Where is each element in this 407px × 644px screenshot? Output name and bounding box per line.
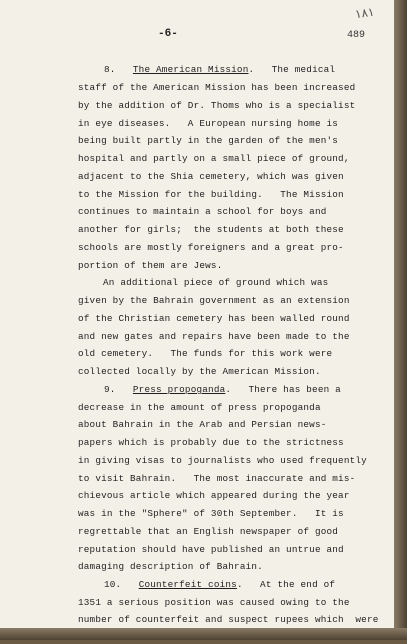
text-line bbox=[78, 490, 350, 502]
text-line bbox=[78, 331, 350, 343]
text-line bbox=[78, 419, 327, 431]
text-run: papers which is probably due to the strictness bbox=[78, 437, 344, 448]
text-run: collected locally by the American Mission. bbox=[78, 366, 321, 377]
text-run: number of counterfeit and suspect rupees which were bbox=[78, 614, 379, 625]
section-heading: Press propoganda bbox=[132, 384, 226, 395]
section-heading: The American Mission bbox=[132, 64, 249, 75]
text-line bbox=[78, 189, 344, 201]
text-line bbox=[78, 153, 350, 165]
text-line bbox=[103, 277, 328, 289]
text-line bbox=[78, 295, 350, 307]
section-heading: Counterfeit coins bbox=[138, 579, 237, 590]
text-line bbox=[78, 614, 379, 626]
text-run: staff of the American Mission has been increased bbox=[78, 82, 356, 93]
text-run: being built partly in the garden of the men's bbox=[78, 135, 339, 146]
text-run: of the Christian cemetery has been walled round bbox=[78, 313, 350, 324]
page-number: -6- bbox=[158, 28, 178, 40]
text-run: old cemetery. The funds for this work were bbox=[78, 348, 333, 359]
text-line bbox=[78, 242, 344, 254]
text-line bbox=[78, 437, 344, 449]
text-run: continues to maintain a school for boys and bbox=[78, 206, 327, 217]
text-line bbox=[78, 455, 367, 467]
scan-edge-bottom bbox=[0, 628, 407, 640]
text-line bbox=[104, 384, 341, 396]
handwritten-mark: ١٨١ bbox=[354, 4, 376, 22]
text-run: . At the end of bbox=[236, 579, 336, 590]
text-run: . There has been a bbox=[225, 384, 341, 395]
text-line bbox=[78, 366, 321, 378]
text-run: schools are mostly foreigners and a great pro- bbox=[78, 242, 344, 253]
text-run: reputation should have published an untrue and bbox=[78, 544, 344, 555]
text-run: to the Mission for the building. The Mission bbox=[78, 189, 344, 200]
text-run: hospital and partly on a small piece of ground, bbox=[78, 153, 350, 164]
text-line bbox=[78, 118, 338, 130]
text-run: decrease in the amount of press propoganda bbox=[78, 402, 321, 413]
text-line bbox=[78, 135, 338, 147]
text-run: in eye diseases. A European nursing home is bbox=[78, 118, 339, 129]
scan-edge-right bbox=[394, 0, 407, 640]
text-run: given by the Bahrain government as an extension bbox=[78, 295, 350, 306]
text-run: 10. bbox=[104, 579, 139, 590]
text-line bbox=[78, 206, 327, 218]
text-run: portion of them are Jews. bbox=[78, 260, 223, 271]
text-line bbox=[104, 579, 335, 591]
text-line bbox=[78, 597, 350, 609]
text-run: by the addition of Dr. Thoms who is a specialist bbox=[78, 100, 356, 111]
text-line bbox=[78, 82, 355, 94]
text-run: to visit Bahrain. The most inaccurate and mis- bbox=[78, 473, 356, 484]
text-line bbox=[78, 224, 344, 236]
text-line bbox=[78, 171, 344, 183]
text-line bbox=[78, 348, 332, 360]
text-run: An additional piece of ground which was bbox=[103, 277, 329, 288]
text-run: 8. bbox=[104, 64, 133, 75]
text-run: 1351 a serious position was caused owing to the bbox=[78, 597, 350, 608]
text-run: in giving visas to journalists who used frequently bbox=[78, 455, 367, 466]
text-run: adjacent to the Shia cemetery, which was given bbox=[78, 171, 344, 182]
text-line bbox=[78, 561, 263, 573]
text-line bbox=[78, 100, 355, 112]
text-line bbox=[104, 64, 335, 76]
text-line bbox=[78, 473, 355, 485]
text-run: and new gates and repairs have been made to the bbox=[78, 331, 350, 342]
text-run: another for girls; the students at both these bbox=[78, 224, 344, 235]
text-line bbox=[78, 508, 344, 520]
text-run: was in the "Sphere" of 30th September. It is bbox=[78, 508, 344, 519]
text-run: about Bahrain in the Arab and Persian news- bbox=[78, 419, 327, 430]
text-run: damaging description of Bahrain. bbox=[78, 561, 263, 572]
text-line bbox=[78, 544, 344, 556]
text-run: 9. bbox=[104, 384, 133, 395]
text-run: chievous article which appeared during the year bbox=[78, 490, 350, 501]
text-line bbox=[78, 260, 222, 272]
text-line bbox=[78, 526, 338, 538]
text-run: . The medical bbox=[248, 64, 336, 75]
text-run: regrettable that an English newspaper of good bbox=[78, 526, 339, 537]
text-line bbox=[78, 402, 321, 414]
folio-number: 489 bbox=[347, 30, 366, 41]
text-line bbox=[78, 313, 350, 325]
